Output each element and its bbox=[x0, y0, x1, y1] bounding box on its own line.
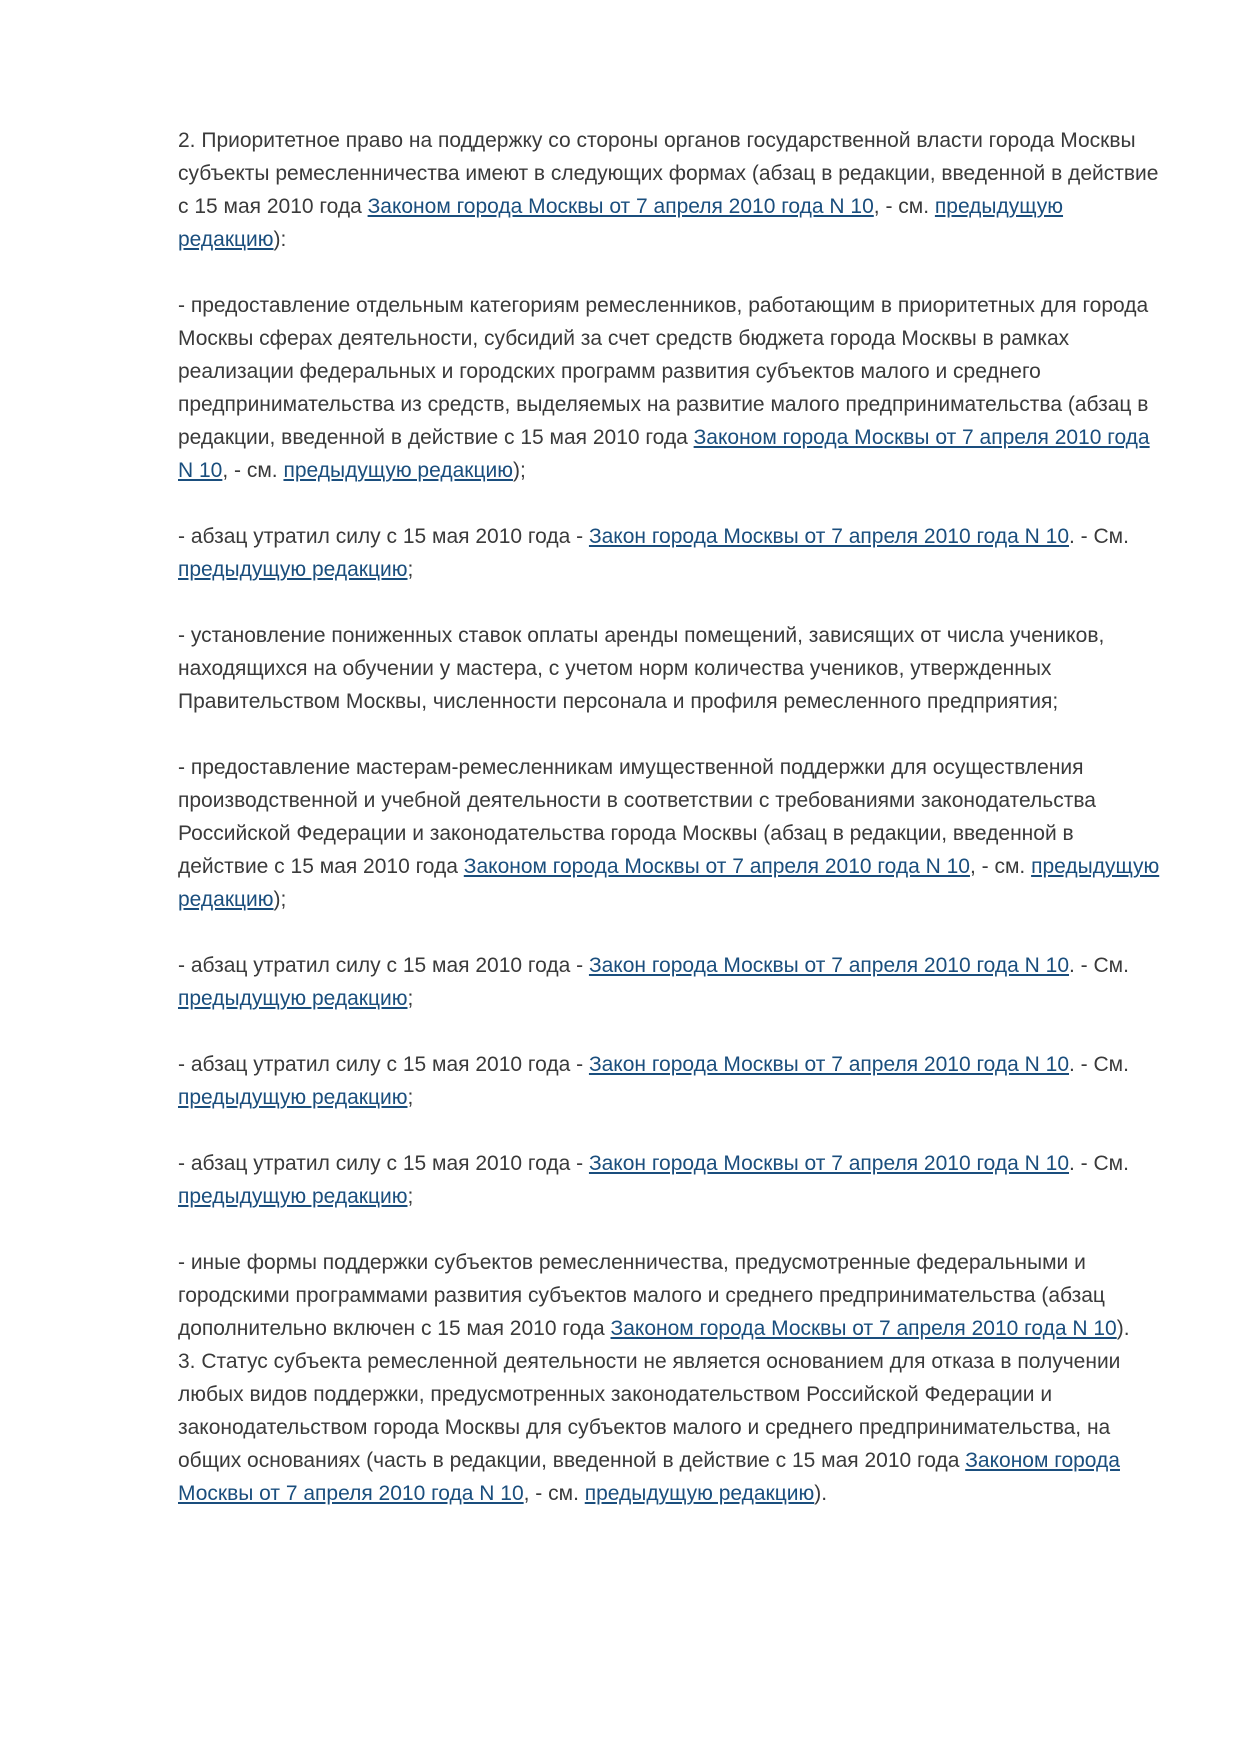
paragraph-text: , - см. bbox=[222, 459, 284, 482]
paragraph-text: ); bbox=[273, 888, 287, 911]
paragraph-text: . - См. bbox=[1069, 954, 1129, 977]
paragraph-repealed-1 bbox=[178, 520, 1168, 586]
law-link[interactable]: Законом города Москвы от 7 апреля 2010 года N 10 bbox=[463, 855, 970, 878]
law-link[interactable]: Закон города Москвы от 7 апреля 2010 года N 10 bbox=[588, 954, 1070, 977]
paragraph-other-forms bbox=[178, 1246, 1168, 1345]
paragraph-text: - предоставление мастерам-ремесленникам имущественной поддержки для осуществления производственной и учебной деятельности в соответствии с требованиями законодательства Российской Федерации и законодательства города Москвы (абзац в редакции, введенной в действие с 15 мая 2010 года bbox=[178, 756, 1096, 878]
paragraph-text: . - См. bbox=[1069, 1053, 1129, 1076]
paragraph-text: - иные формы поддержки субъектов ремесленничества, предусмотренные федеральными и городскими программами развития субъектов малого и среднего предпринимательства (абзац дополнительно включен с 15 мая 2010 года bbox=[178, 1251, 1105, 1340]
prev-edition-link[interactable]: предыдущую редакцию bbox=[178, 1185, 408, 1208]
document-body bbox=[178, 124, 1168, 1510]
prev-edition-link[interactable]: предыдущую редакцию bbox=[178, 195, 1064, 251]
paragraph-text: . - См. bbox=[1069, 525, 1129, 548]
law-link[interactable]: Законом города Москвы от 7 апреля 2010 года N 10 bbox=[367, 195, 874, 218]
paragraph-text: ). bbox=[1116, 1317, 1130, 1340]
paragraph-repealed-3 bbox=[178, 1048, 1168, 1114]
paragraph-text: , - см. bbox=[969, 855, 1032, 878]
paragraph-part-3-status bbox=[178, 1345, 1168, 1510]
paragraph-text: ; bbox=[407, 558, 414, 581]
law-link[interactable]: Закон города Москвы от 7 апреля 2010 года N 10 bbox=[588, 525, 1070, 548]
prev-edition-link[interactable]: предыдущую редакцию bbox=[178, 558, 408, 581]
paragraph-text: - абзац утратил силу с 15 мая 2010 года - bbox=[178, 1053, 589, 1076]
prev-edition-link[interactable]: предыдущую редакцию bbox=[178, 1086, 408, 1109]
paragraph-text: . - См. bbox=[1069, 1152, 1129, 1175]
law-link[interactable]: Законом города Москвы от 7 апреля 2010 года N 10 bbox=[610, 1317, 1117, 1340]
paragraph-part-2-intro bbox=[178, 124, 1168, 256]
paragraph-text: ). bbox=[814, 1482, 828, 1505]
paragraph-text: ; bbox=[407, 1185, 414, 1208]
paragraph-text: ; bbox=[407, 1086, 414, 1109]
paragraph-text: ); bbox=[512, 459, 526, 482]
paragraph-text: - установление пониженных ставок оплаты аренды помещений, зависящих от числа учеников, находящихся на обучении у мастера, с учетом норм количества учеников, утвержденных Правительством Москвы, численности персонала и профиля ремесленного предприятия; bbox=[178, 624, 1105, 713]
law-link[interactable]: Законом города Москвы от 7 апреля 2010 года N 10 bbox=[178, 1449, 1120, 1505]
paragraph-text: - абзац утратил силу с 15 мая 2010 года - bbox=[178, 1152, 589, 1175]
law-link[interactable]: Законом города Москвы от 7 апреля 2010 года N 10 bbox=[178, 426, 1150, 482]
paragraph-text: - абзац утратил силу с 15 мая 2010 года - bbox=[178, 525, 589, 548]
prev-edition-link[interactable]: предыдущую редакцию bbox=[178, 987, 408, 1010]
paragraph-text: - абзац утратил силу с 15 мая 2010 года - bbox=[178, 954, 589, 977]
prev-edition-link[interactable]: предыдущую редакцию bbox=[178, 855, 1160, 911]
paragraph-text: 2. Приоритетное право на поддержку со стороны органов государственной власти города Москвы субъекты ремесленничества имеют в следующих формах (абзац в редакции, введенной в действие с 15 мая 2010 года bbox=[178, 129, 1159, 218]
paragraph-text: , - см. bbox=[873, 195, 935, 218]
prev-edition-link[interactable]: предыдущую редакцию bbox=[584, 1482, 815, 1505]
paragraph-text: 3. Статус субъекта ремесленной деятельности не является основанием для отказа в получении любых видов поддержки, предусмотренных законодательством Российской Федерации и законодательством города Москвы для субъектов малого и среднего предпринимательства, на общих основаниях (часть в редакции, введенной в действие с 15 мая 2010 года bbox=[178, 1350, 1121, 1472]
paragraph-text: , - см. bbox=[523, 1482, 585, 1505]
paragraph-text: - предоставление отдельным категориям ремесленников, работающим в приоритетных для города Москвы сферах деятельности, субсидий за счет средств бюджета города Москвы в рамках реализации федеральных и городских программ развития субъектов малого и среднего предпринимательства из средств, выделяемых на развитие малого предпринимательства (абзац в редакции, введенной в действие с 15 мая 2010 года bbox=[178, 294, 1149, 449]
paragraph-rent-rates bbox=[178, 619, 1168, 718]
paragraph-repealed-2 bbox=[178, 949, 1168, 1015]
law-link[interactable]: Закон города Москвы от 7 апреля 2010 года N 10 bbox=[588, 1053, 1070, 1076]
prev-edition-link[interactable]: предыдущую редакцию bbox=[283, 459, 513, 482]
law-link[interactable]: Закон города Москвы от 7 апреля 2010 года N 10 bbox=[588, 1152, 1070, 1175]
paragraph-property-support bbox=[178, 751, 1168, 916]
paragraph-repealed-4 bbox=[178, 1147, 1168, 1213]
paragraph-subsidies bbox=[178, 289, 1168, 487]
paragraph-text: ; bbox=[407, 987, 414, 1010]
paragraph-text: ): bbox=[273, 228, 287, 251]
